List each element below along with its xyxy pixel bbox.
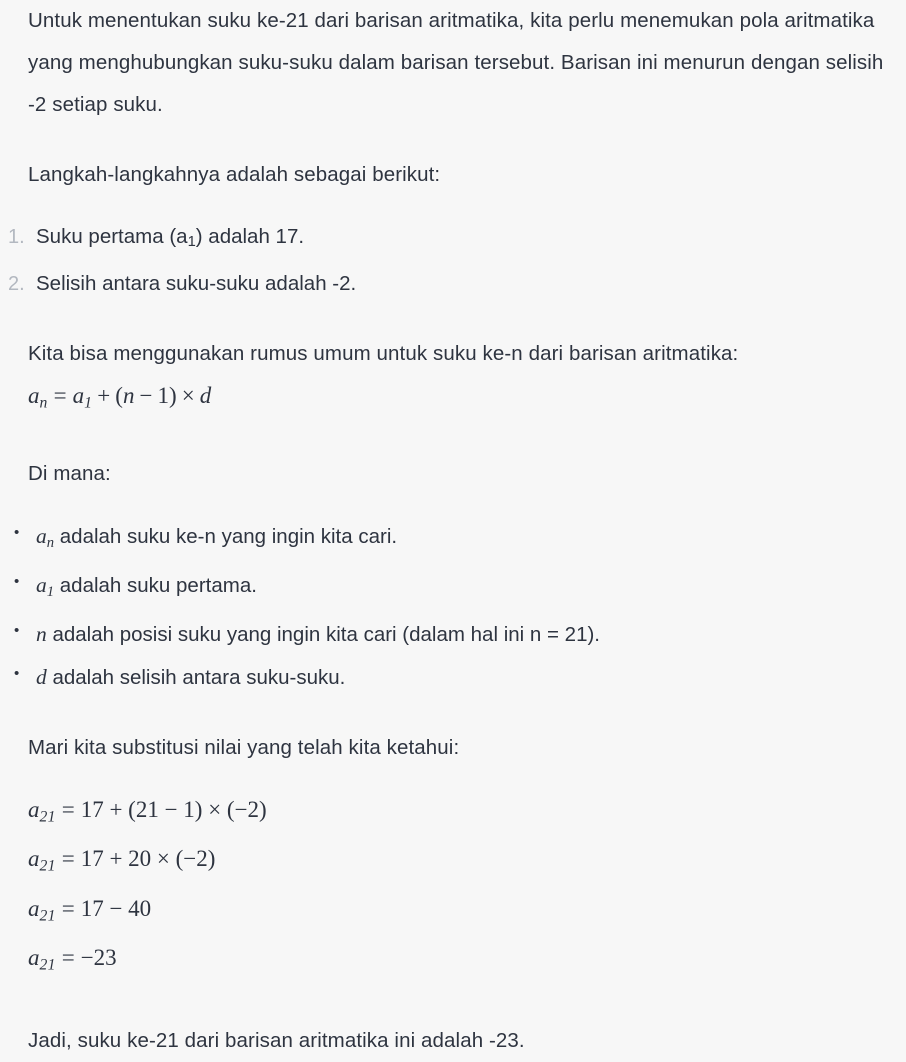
list-item — [0, 613, 906, 656]
definition-text: adalah posisi suku yang ingin kita cari (dalam hal ini n = 21). — [52, 622, 600, 646]
spacer — [0, 196, 906, 216]
formula-term1-variable: a — [72, 383, 85, 409]
spacer — [0, 769, 906, 789]
spacer — [0, 986, 906, 1020]
formula-intro-paragraph: Kita bisa menggunakan rumus umum untuk suku ke-n dari barisan aritmatika: — [28, 342, 739, 366]
definition-symbol — [36, 572, 55, 600]
list-item — [0, 263, 906, 305]
equation-1-lhs-subscript: 21 — [39, 808, 56, 826]
definition-list — [0, 515, 906, 699]
definition-symbol — [36, 622, 47, 646]
step-1-suffix: ) adalah 17. — [195, 225, 305, 248]
formula-minus-operator: − — [139, 383, 153, 409]
list-item — [0, 515, 906, 564]
conclusion-paragraph: Jadi, suku ke-21 dari barisan aritmatika ini adalah -23. — [28, 1029, 525, 1053]
equation-3-rhs: 17 − 40 — [80, 895, 152, 921]
formula-one: 1 — [157, 383, 170, 409]
spacer — [0, 495, 906, 515]
formula-n-variable: n — [122, 383, 135, 409]
definition-symbol-subscript: 1 — [46, 583, 55, 600]
definition-symbol-subscript: n — [46, 534, 55, 551]
equation-line-2: $a_{21} = 17 + 20 \times (-2)$ — [28, 846, 216, 875]
where-label: Di mana: — [28, 461, 111, 485]
spacer — [0, 305, 906, 333]
formula-open-paren: ( — [115, 383, 123, 409]
formula-term1-subscript: 1 — [84, 394, 93, 412]
formula-equals: = — [53, 383, 67, 409]
spacer — [0, 699, 906, 727]
equation-1-lhs-variable: a — [28, 796, 40, 822]
definition-text: adalah suku ke-n yang ingin kita cari. — [59, 524, 398, 548]
formula-d-variable: d — [199, 383, 212, 409]
equation-2-lhs-subscript: 21 — [39, 857, 56, 875]
step-1-prefix: Suku pertama (a — [36, 225, 188, 248]
formula-lhs-subscript: n — [39, 394, 48, 412]
formula-lhs-variable: a — [28, 383, 40, 409]
spacer — [0, 425, 906, 453]
general-formula — [0, 375, 906, 424]
substitution-intro-paragraph: Mari kita substitusi nilai yang telah kita ketahui: — [28, 735, 460, 759]
steps-intro-paragraph: Langkah-langkahnya adalah sebagai berikut: — [28, 163, 441, 186]
definition-symbol — [36, 523, 55, 551]
definition-text: adalah suku pertama. — [59, 573, 257, 597]
definition-symbol-base: a — [36, 523, 47, 548]
equation-4-lhs-variable: a — [28, 944, 40, 970]
intro-paragraph: Untuk menentukan suku ke-21 dari barisan aritmatika, kita perlu menemukan pola aritmatika yang menghubungkan suku-suku dalam barisan tersebut. Barisan ini menurun dengan selisih -2 setiap suku. — [28, 9, 884, 116]
formula-plus-operator: + — [97, 383, 111, 409]
definition-text: adalah selisih antara suku-suku. — [52, 665, 346, 689]
definition-symbol-base: a — [36, 572, 47, 597]
equation-line-1: $a_{21} = 17 + (21 - 1) \times (-2)$ — [28, 796, 267, 826]
definition-symbol-base: n — [36, 621, 47, 646]
definition-symbol-base: d — [36, 664, 47, 689]
definition-symbol — [36, 665, 47, 689]
equation-3-lhs-variable: a — [28, 895, 40, 921]
formula-times-operator: × — [181, 383, 195, 409]
spacer — [0, 126, 906, 154]
equation-3-lhs-subscript: 21 — [39, 906, 56, 924]
equation-1-rhs: 17 + (21 − 1) × (−2) — [80, 796, 267, 822]
equation-line-4: $a_{21} = -23$ — [28, 944, 117, 974]
list-item — [0, 656, 906, 699]
equation-4-rhs: −23 — [80, 944, 117, 970]
equation-2-lhs-variable: a — [28, 846, 40, 872]
step-2-text: Selisih antara suku-suku adalah -2. — [36, 272, 357, 296]
step-1-subscript: 1 — [187, 234, 196, 251]
numbered-step-list — [0, 216, 906, 305]
formula-close-paren: ) — [169, 383, 177, 409]
equation-line-3: $a_{21} = 17 - 40$ — [28, 895, 152, 924]
list-item — [0, 216, 906, 263]
list-item — [0, 564, 906, 613]
equation-2-rhs: 17 + 20 × (−2) — [80, 846, 216, 872]
equation-4-lhs-subscript: 21 — [39, 956, 56, 974]
